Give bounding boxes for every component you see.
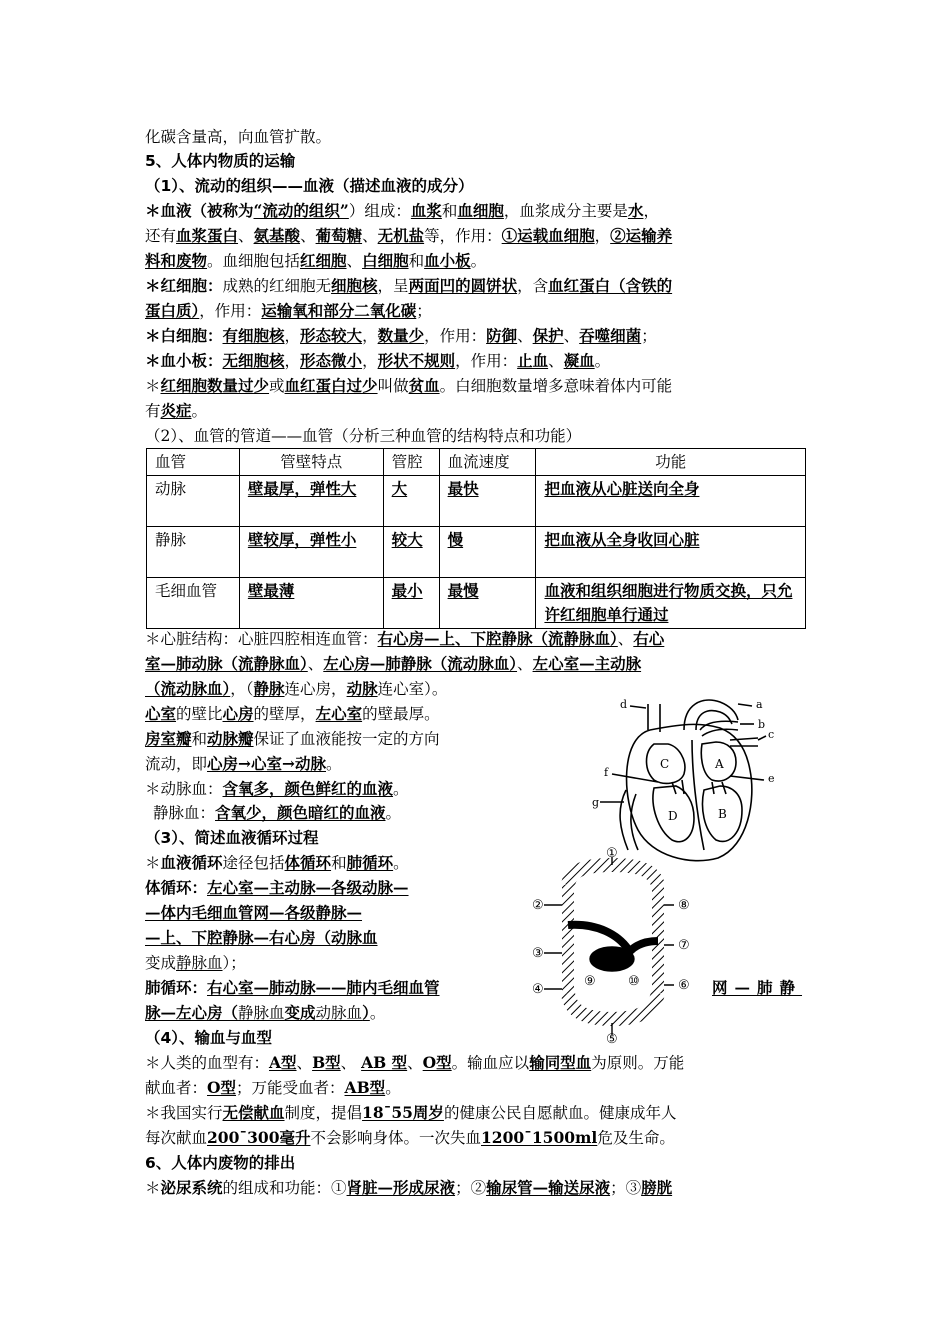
circulation-label: ⑤: [606, 1032, 618, 1045]
table-cell: 血液和组织细胞进行物质交换，只允许红细胞单行通过: [536, 578, 806, 629]
table-cell: 大: [383, 476, 439, 527]
text-line: 每次献血200¯300毫升不会影响身体。一次失血1200¯1500ml危及生命。: [145, 1128, 675, 1147]
table-cell: 最快: [439, 476, 536, 527]
text-line: （流动脉血），（静脉连心房，动脉连心室）。: [145, 679, 448, 698]
heart-label: a: [756, 698, 763, 711]
text-line: ＊血液（被称为“流动的组织”）组成：血浆和血细胞，血浆成分主要是水，: [145, 201, 659, 220]
text-line: 流动，即心房→心室→动脉。: [145, 754, 342, 773]
heart-label: C: [660, 757, 670, 771]
heart-label: g: [592, 796, 600, 809]
text-line: ＊心脏结构：心脏四腔相连血管：右心房—上、下腔静脉（流静脉血）、右心: [145, 629, 665, 648]
heart-label: A: [715, 757, 724, 771]
leader-d: [630, 706, 646, 708]
table-cell: 毛细血管: [147, 578, 240, 629]
text-line: 室—肺动脉（流静脉血）、左心房—肺静脉（流动脉血）、左心室—主动脉: [145, 654, 642, 673]
table-cell: 把血液从全身收回心脏: [536, 527, 806, 578]
circulation-label: ①: [606, 846, 618, 861]
table-cell: 壁最薄: [239, 578, 383, 629]
table-header-cell: 血流速度: [439, 449, 536, 476]
text-line: ＊血小板：无细胞核，形态微小，形状不规则，作用：止血、凝血。: [145, 351, 611, 370]
pulmonary-vein: [730, 738, 758, 746]
heart-label: f: [604, 766, 609, 779]
text-line: 房室瓣和动脉瓣保证了血液能按一定的方向: [145, 729, 440, 748]
table-cell: 最慢: [439, 578, 536, 629]
heart-label: e: [768, 772, 775, 785]
circulation-label: ⑩: [628, 974, 640, 989]
table-row: [147, 578, 806, 629]
text-line: ＊泌尿系统的组成和功能：①肾脏—形成尿液；②输尿管—输送尿液；③膀胱: [145, 1178, 673, 1197]
table-cell: 慢: [439, 527, 536, 578]
text-line: ＊人类的血型有：A型、B型、 AB 型、O型。输血应以输同型血为原则。万能: [145, 1053, 685, 1072]
text-line: 化碳含量高，向血管扩散。: [145, 128, 332, 146]
text-line: 体循环：左心室—主动脉—各级动脉—: [145, 878, 409, 897]
text-line: ＊我国实行无偿献血制度，提倡18¯55周岁的健康公民自愿献血。健康成年人: [145, 1103, 677, 1122]
text-line: 料和废物。血细胞包括红细胞、白细胞和血小板。: [145, 251, 487, 270]
text-line: 蛋白质），作用：运输氧和部分二氧化碳；: [145, 301, 432, 320]
crossing-vessel: [568, 925, 628, 949]
heart-label: D: [668, 809, 678, 823]
table-cell: 把血液从心脏送向全身: [536, 476, 806, 527]
text-line: ＊血液循环途径包括体循环和肺循环。: [145, 853, 409, 872]
circulation-label: ⑥: [678, 978, 690, 993]
text-line: 心室的壁比心房的壁厚，左心室的壁最厚。: [145, 704, 440, 723]
text-line: ＊红细胞数量过少或血红蛋白过少叫做贫血。白细胞数量增多意味着体内可能: [145, 376, 673, 395]
heart-label: b: [758, 718, 766, 731]
text-line: —体内毛细血管网—各级静脉—: [145, 903, 363, 922]
heart-label: c: [768, 728, 775, 741]
section-heading: 6、人体内废物的排出: [145, 1154, 296, 1172]
subsection-heading: （1）、流动的组织——血液（描述血液的成分）: [145, 177, 474, 195]
table-row: [147, 527, 806, 578]
septum: [692, 740, 704, 850]
table-header-row: [147, 449, 806, 476]
text-line: —上、下腔静脉—右心房（动脉血: [145, 928, 378, 947]
text-line: 还有血浆蛋白、氨基酸、葡萄糖、无机盐等，作用：①运载血细胞，②运输养: [145, 226, 673, 245]
circulation-label: ④: [532, 982, 544, 997]
vena-cava-lower: [620, 790, 638, 850]
leader-e: [730, 776, 764, 780]
subsection-heading: （3）、简述血液循环过程: [145, 829, 319, 847]
heart-diagram: [580, 690, 790, 870]
table-header-cell: 管腔: [383, 449, 439, 476]
table-cell: 静脉: [147, 527, 240, 578]
heart-label: d: [620, 698, 628, 711]
table-header-cell: 功能: [536, 449, 806, 476]
circulation-label: ⑧: [678, 898, 690, 913]
table-cell: 动脉: [147, 476, 240, 527]
section-heading: 5、人体内物质的运输: [145, 152, 296, 170]
text-line: ＊动脉血：含氧多，颜色鲜红的血液。: [145, 779, 409, 798]
text-line: 静脉血：含氧少，颜色暗红的血液。: [153, 803, 402, 822]
blood-vessel-table: [146, 448, 806, 629]
circulation-label: ③: [532, 946, 544, 961]
table-cell: 最小: [383, 578, 439, 629]
table-cell: 壁较厚，弹性小: [239, 527, 383, 578]
leader-a: [738, 704, 752, 706]
text-line: ＊红细胞：成熟的红细胞无细胞核，呈两面凹的圆饼状，含血红蛋白（含铁的: [145, 276, 673, 295]
leader-c: [758, 736, 766, 740]
text-line: 肺循环：右心室—肺动脉——肺内毛细血管: [145, 978, 440, 997]
table-header-cell: 血管: [147, 449, 240, 476]
heart-center: [590, 947, 634, 971]
circulation-label: ②: [532, 898, 544, 913]
body-capillary: [568, 993, 658, 1019]
text-line: 献血者：O型；万能受血者：AB型。: [145, 1078, 401, 1097]
text-line: ＊白细胞：有细胞核，形态较大，数量少，作用：防御、保护、吞噬细菌；: [145, 326, 657, 345]
circulation-label: ⑨: [584, 974, 596, 989]
text-line: 变成静脉血）；: [145, 954, 246, 972]
text-line: 脉—左心房（静脉血变成动脉血）。: [145, 1003, 386, 1022]
table-cell: 壁最厚，弹性大: [239, 476, 383, 527]
text-line: 有炎症。: [145, 401, 208, 420]
heart-label: B: [718, 807, 727, 821]
text-line: 网—肺静: [712, 978, 803, 997]
table-row: [147, 476, 806, 527]
circulation-label: ⑦: [678, 938, 690, 953]
table-header-cell: 管壁特点: [239, 449, 383, 476]
table-cell: 较大: [383, 527, 439, 578]
blood-circulation-diagram: [528, 845, 708, 1045]
lung-capillary: [568, 865, 658, 885]
subsection-heading: （2）、血管的管道——血管（分析三种血管的结构特点和功能）: [145, 427, 582, 445]
subsection-heading: （4）、输血与血型: [145, 1029, 273, 1047]
heart-outline: [627, 724, 752, 860]
